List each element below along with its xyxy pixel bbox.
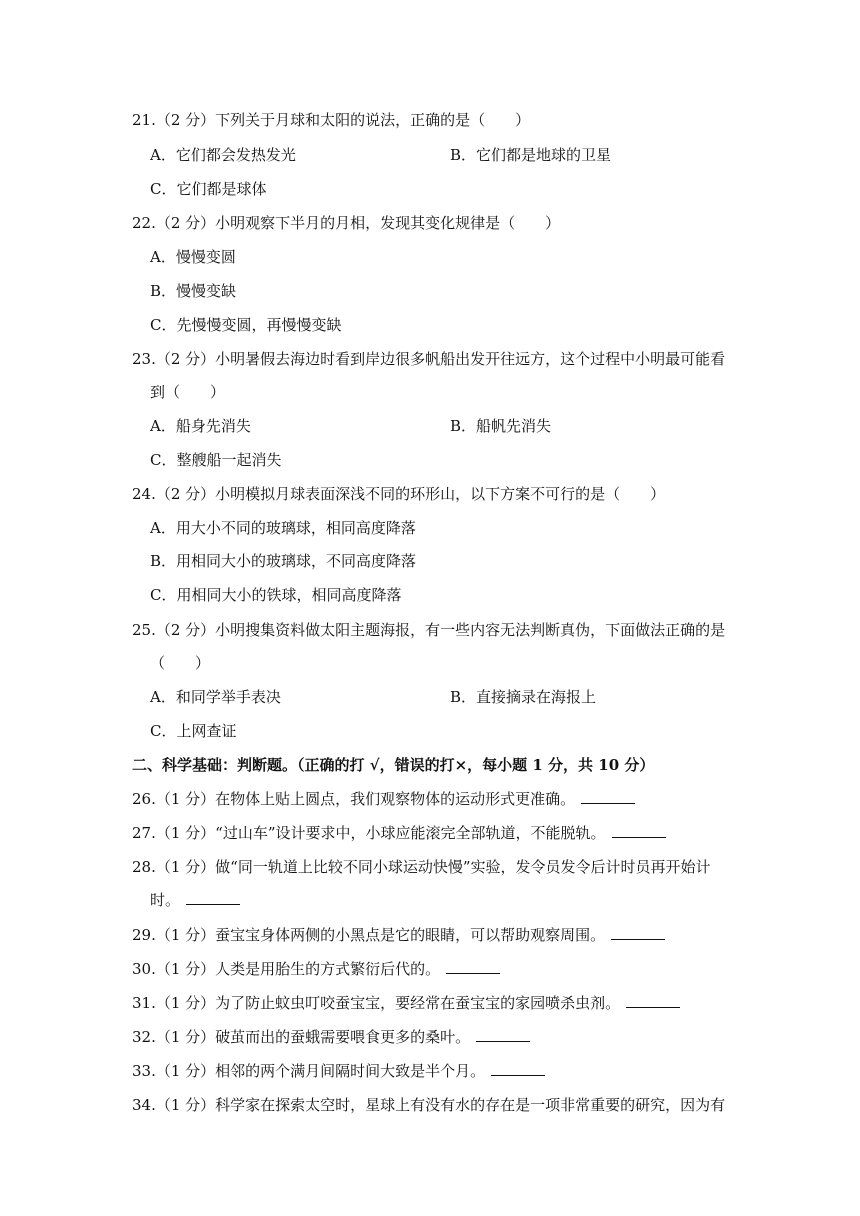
question-25-stem-continued: （ ）: [150, 654, 211, 672]
question-23-option-b: B．船帆先消失: [450, 417, 552, 435]
judgment-28-continued: [150, 890, 240, 910]
answer-blank[interactable]: [476, 1027, 530, 1042]
question-22-option-c: C．先慢慢变圆，再慢慢变缺: [150, 316, 342, 334]
question-21-option-b: B．它们都是地球的卫星: [450, 146, 612, 164]
question-23-stem: 23.（2 分）小明暑假去海边时看到岸边很多帆船出发开往远方，这个过程中小明最可能看: [132, 350, 726, 368]
answer-blank[interactable]: [611, 925, 665, 940]
question-21-stem: 21.（2 分）下列关于月球和太阳的说法，正确的是（ ）: [132, 111, 531, 129]
question-24-option-a: A．用大小不同的玻璃球，相同高度降落: [150, 519, 416, 537]
judgment-32: [132, 1027, 530, 1047]
judgment-34: [132, 1095, 725, 1115]
judgment-27-text: 27.（1 分）“过山车”设计要求中，小球应能滚完全部轨道，不能脱轨。: [132, 824, 606, 842]
question-21-option-c: C．它们都是球体: [150, 180, 267, 198]
judgment-26-text: 26.（1 分）在物体上贴上圆点，我们观察物体的运动形式更准确。: [132, 790, 576, 808]
answer-blank[interactable]: [186, 890, 240, 905]
question-23-stem-continued: 到（ ）: [150, 383, 226, 401]
question-21-option-a: A．它们都会发热发光: [150, 146, 296, 164]
question-24-stem: 24.（2 分）小明模拟月球表面深浅不同的环形山，以下方案不可行的是（ ）: [132, 485, 666, 503]
judgment-27: [132, 823, 666, 843]
judgment-30-text: 30.（1 分）人类是用胎生的方式繁衍后代的。: [132, 960, 441, 978]
judgment-28: [132, 857, 711, 877]
judgment-31: [132, 993, 680, 1013]
question-25-stem: 25.（2 分）小明搜集资料做太阳主题海报，有一些内容无法判断真伪，下面做法正确的是: [132, 621, 726, 639]
question-25-option-a: A．和同学举手表决: [150, 688, 281, 706]
answer-blank[interactable]: [491, 1061, 545, 1076]
answer-blank[interactable]: [626, 993, 680, 1008]
judgment-29: [132, 925, 665, 945]
judgment-33: [132, 1061, 545, 1081]
question-24-option-b: B．用相同大小的玻璃球，不同高度降落: [150, 552, 417, 570]
question-22-option-b: B．慢慢变缺: [150, 282, 237, 300]
judgment-34-text: 34.（1 分）科学家在探索太空时，星球上有没有水的存在是一项非常重要的研究，因为有: [132, 1096, 726, 1114]
question-25-option-b: B．直接摘录在海报上: [450, 688, 597, 706]
answer-blank[interactable]: [446, 959, 500, 974]
question-23-option-c: C．整艘船一起消失: [150, 451, 282, 469]
question-22-stem: 22.（2 分）小明观察下半月的月相，发现其变化规律是（ ）: [132, 214, 561, 232]
question-23-option-a: A．船身先消失: [150, 417, 251, 435]
question-24-option-c: C．用相同大小的铁球，相同高度降落: [150, 586, 402, 604]
question-22-option-a: A．慢慢变圆: [150, 248, 236, 266]
judgment-33-text: 33.（1 分）相邻的两个满月间隔时间大致是半个月。: [132, 1062, 486, 1080]
judgment-31-text: 31.（1 分）为了防止蚊虫叮咬蚕宝宝，要经常在蚕宝宝的家园喷杀虫剂。: [132, 994, 621, 1012]
judgment-28-text-continued: 时。: [150, 891, 181, 909]
judgment-30: [132, 959, 500, 979]
judgment-26: [132, 789, 635, 809]
answer-blank[interactable]: [581, 789, 635, 804]
question-25-option-c: C．上网查证: [150, 722, 237, 740]
judgment-28-text: 28.（1 分）做“同一轨道上比较不同小球运动快慢”实验，发令员发令后计时员再开始计: [132, 858, 711, 876]
section-heading: 二、科学基础：判断题。（正确的打 √，错误的打×，每小题 1 分，共 10 分）: [132, 756, 655, 774]
answer-blank[interactable]: [612, 823, 666, 838]
judgment-29-text: 29.（1 分）蚕宝宝身体两侧的小黑点是它的眼睛，可以帮助观察周围。: [132, 926, 606, 944]
judgment-32-text: 32.（1 分）破茧而出的蚕蛾需要喂食更多的桑叶。: [132, 1028, 471, 1046]
